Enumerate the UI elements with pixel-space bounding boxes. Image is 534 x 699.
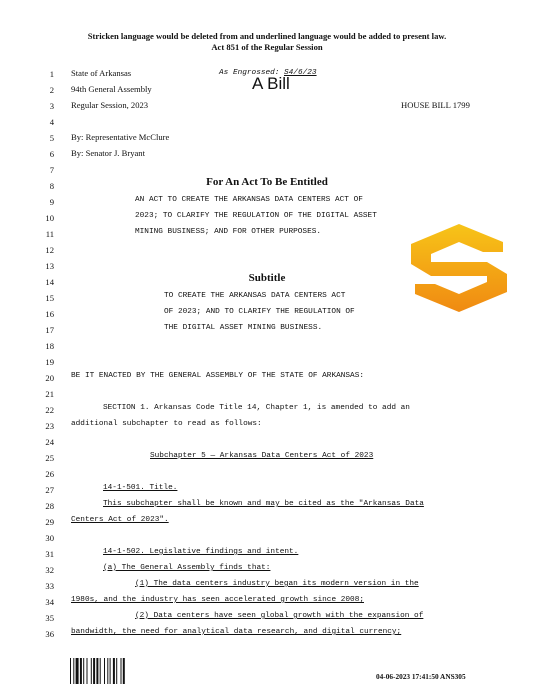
line-number: 26 bbox=[45, 469, 54, 479]
act-notice: Act 851 of the Regular Session bbox=[211, 42, 323, 52]
section-1-line-a: SECTION 1. Arkansas Code Title 14, Chapter 1, is amended to add an bbox=[103, 404, 410, 412]
line-number: 34 bbox=[45, 597, 54, 607]
line-number: 8 bbox=[49, 181, 54, 191]
section-502-a2-a: (2) Data centers have seen global growth with the expansion of bbox=[135, 612, 424, 620]
subtitle-line-2: OF 2023; AND TO CLARIFY THE REGULATION OF bbox=[164, 308, 355, 316]
entitled-heading: For An Act To Be Entitled bbox=[206, 176, 328, 188]
line-number: 31 bbox=[45, 549, 54, 559]
entitled-line-2: 2023; TO CLARIFY THE REGULATION OF THE DIGITAL ASSET bbox=[135, 212, 377, 220]
line-number: 16 bbox=[45, 309, 54, 319]
line-number: 28 bbox=[45, 501, 54, 511]
strike-notice: Stricken language would be deleted from and underlined language would be added to present law. bbox=[87, 31, 447, 41]
line-number: 20 bbox=[45, 373, 54, 383]
general-assembly: 94th General Assembly bbox=[71, 84, 152, 94]
enacting-clause: BE IT ENACTED BY THE GENERAL ASSEMBLY OF THE STATE OF ARKANSAS: bbox=[71, 372, 364, 380]
line-number: 24 bbox=[45, 437, 54, 447]
section-502-a1-b: 1980s, and the industry has seen accelerated growth since 2008; bbox=[71, 596, 364, 604]
line-number: 29 bbox=[45, 517, 54, 527]
line-number: 25 bbox=[45, 453, 54, 463]
entitled-line-1: AN ACT TO CREATE THE ARKANSAS DATA CENTERS ACT OF bbox=[135, 196, 363, 204]
line-number: 10 bbox=[45, 213, 54, 223]
line-number: 33 bbox=[45, 581, 54, 591]
line-number: 30 bbox=[45, 533, 54, 543]
bill-number: HOUSE BILL 1799 bbox=[401, 100, 470, 110]
subtitle-heading: Subtitle bbox=[248, 272, 286, 284]
line-number: 15 bbox=[45, 293, 54, 303]
regular-session: Regular Session, 2023 bbox=[71, 100, 149, 110]
subtitle-line-3: THE DIGITAL ASSET MINING BUSINESS. bbox=[164, 324, 323, 332]
line-number: 2 bbox=[49, 85, 54, 95]
line-number: 18 bbox=[45, 341, 54, 351]
line-number: 14 bbox=[45, 277, 54, 287]
engrossed-date: S4/6/23 bbox=[284, 69, 317, 77]
line-number: 17 bbox=[45, 325, 54, 335]
line-number: 19 bbox=[45, 357, 54, 367]
section-501-heading: 14-1-501. Title. bbox=[103, 484, 178, 492]
barcode-icon bbox=[70, 658, 144, 684]
subchapter-heading: Subchapter 5 — Arkansas Data Centers Act of 2023 bbox=[150, 452, 374, 460]
line-number: 32 bbox=[45, 565, 54, 575]
bill-title: A Bill bbox=[252, 74, 290, 93]
engrossed-label: As Engrossed: bbox=[219, 69, 280, 77]
line-number: 21 bbox=[45, 389, 54, 399]
line-number: 3 bbox=[49, 101, 54, 111]
section-502-a2-b: bandwidth, the need for analytical data research, and digital currency; bbox=[71, 628, 402, 636]
line-number: 13 bbox=[45, 261, 54, 271]
line-number: 11 bbox=[45, 229, 54, 239]
entitled-line-3: MINING BUSINESS; AND FOR OTHER PURPOSES. bbox=[135, 228, 322, 236]
line-number: 5 bbox=[49, 133, 54, 143]
footer-timestamp: 04-06-2023 17:41:50 ANS305 bbox=[376, 672, 466, 681]
line-number: 22 bbox=[45, 405, 54, 415]
section-502-a1-a: (1) The data centers industry began its modern version in the bbox=[135, 580, 419, 588]
section-1-line-b: additional subchapter to read as follows: bbox=[71, 420, 262, 428]
section-502-heading: 14-1-502. Legislative findings and intent. bbox=[103, 548, 299, 556]
line-number: 9 bbox=[49, 197, 54, 207]
line-number: 4 bbox=[49, 117, 54, 127]
line-number: 23 bbox=[45, 421, 54, 431]
line-number: 6 bbox=[49, 149, 54, 159]
section-501-text-b: Centers Act of 2023". bbox=[71, 516, 169, 524]
section-502-a: (a) The General Assembly finds that: bbox=[103, 564, 271, 572]
line-number: 12 bbox=[45, 245, 54, 255]
state-name: State of Arkansas bbox=[71, 68, 132, 78]
sponsor-representative: By: Representative McClure bbox=[71, 132, 170, 142]
line-number: 1 bbox=[49, 69, 54, 79]
line-number: 7 bbox=[49, 165, 54, 175]
line-number: 36 bbox=[45, 629, 54, 639]
dollar-s-logo-icon bbox=[407, 222, 511, 314]
line-number: 27 bbox=[45, 485, 54, 495]
sponsor-senator: By: Senator J. Bryant bbox=[71, 148, 145, 158]
line-number: 35 bbox=[45, 613, 54, 623]
subtitle-line-1: TO CREATE THE ARKANSAS DATA CENTERS ACT bbox=[164, 292, 346, 300]
section-501-text-a: This subchapter shall be known and may be cited as the "Arkansas Data bbox=[103, 500, 424, 508]
